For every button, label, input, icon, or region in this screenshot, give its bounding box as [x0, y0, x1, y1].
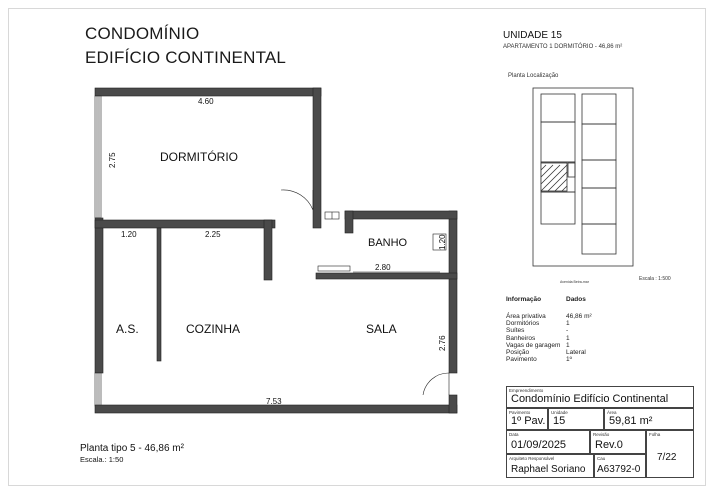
- location-scale: Escala : 1:500: [639, 276, 671, 282]
- dim-banho-width: 2.80: [375, 263, 391, 272]
- info-labels: [506, 313, 560, 363]
- tb-revisao: Revisão Rev.0: [590, 430, 646, 454]
- dim-banho-height: 1.20: [438, 234, 447, 250]
- dim-sala-height: 2.76: [438, 335, 447, 351]
- wall-banho-left: [345, 211, 353, 233]
- info-label-suites: Suítes: [506, 327, 525, 335]
- info-label-floor: Pavimento: [506, 356, 537, 364]
- location-street: Avenida Beira-mar: [560, 280, 589, 284]
- unit-subtitle: APARTAMENTO 1 DORMITÓRIO - 46,86 m²: [503, 44, 623, 50]
- dim-total-width: 7.53: [266, 397, 282, 406]
- info-label-area: Área privativa: [506, 313, 546, 320]
- dim-dorm-height: 2.75: [108, 152, 117, 168]
- plan-scale: Escala.: 1:50: [80, 455, 124, 464]
- wall-left-middle: [95, 218, 103, 373]
- room-sala: SALA: [366, 322, 397, 336]
- info-label-position: Posição: [506, 349, 530, 357]
- tb-cau: Cau A63792-0: [594, 454, 646, 478]
- wall-top: [95, 88, 321, 96]
- condominium-title: CONDOMÍNIO: [85, 24, 200, 43]
- door-dorm-arc: [281, 190, 313, 210]
- room-as: A.S.: [116, 322, 139, 336]
- location-plan: [530, 84, 635, 274]
- tb-pavimento: Pavimento 1º Pav.: [506, 408, 548, 430]
- info-head-value: Dados: [566, 296, 586, 303]
- wall-kitchen-partition: [157, 228, 161, 361]
- tb-folha: Folha 7/22: [646, 430, 694, 478]
- wall-right-lower: [449, 395, 457, 413]
- plan-caption: Planta tipo 5 - 46,86 m²: [80, 443, 184, 454]
- wall-kitchen-right: [264, 220, 272, 280]
- wall-bottom: [95, 405, 457, 413]
- info-value-position: Lateral: [566, 349, 586, 357]
- info-values: [566, 313, 592, 363]
- room-cozinha: COZINHA: [186, 322, 240, 336]
- info-value-area: 46,86 m²: [566, 313, 592, 320]
- tb-empreendimento: Empreendimento Condomínio Edifício Continental: [506, 386, 694, 408]
- location-plan-label: Planta Localização: [508, 73, 559, 79]
- info-value-parking: 1: [566, 341, 570, 349]
- info-head-label: Informação: [506, 296, 542, 303]
- wall-dorm-bottom: [95, 220, 275, 228]
- room-dormitorio: DORMITÓRIO: [160, 150, 238, 164]
- wall-banho-bottom: [316, 273, 457, 279]
- wall-banho-top: [345, 211, 457, 219]
- tb-area: Área 59,81 m²: [604, 408, 694, 430]
- tb-arquiteto: Arquiteto Responsável Raphael Soriano: [506, 454, 594, 478]
- info-value-dorms: 1: [566, 320, 570, 328]
- dim-kitchen-width: 2.25: [205, 230, 221, 239]
- info-value-baths: 1: [566, 334, 570, 342]
- door-entry-arc: [423, 373, 449, 395]
- building-title: EDIFÍCIO CONTINENTAL: [85, 48, 287, 67]
- window-left-lower: [95, 373, 101, 406]
- dim-top-width: 4.60: [198, 97, 214, 106]
- window-left-upper: [95, 96, 101, 218]
- room-banho: BANHO: [368, 237, 408, 249]
- tb-unidade: Unidade 15: [548, 408, 604, 430]
- info-value-floor: 1º: [566, 356, 572, 364]
- wall-right: [449, 211, 457, 373]
- info-value-suites: -: [566, 327, 569, 335]
- info-label-baths: Banheiros: [506, 334, 536, 342]
- info-label-dorms: Dormitórios: [506, 320, 540, 328]
- info-label-parking: Vagas de garagem: [506, 341, 561, 349]
- unit-title: UNIDADE 15: [503, 30, 562, 41]
- tb-data: Data 01/09/2025: [506, 430, 590, 454]
- wall-dorm-right: [313, 88, 321, 228]
- dim-as-width: 1.20: [121, 230, 137, 239]
